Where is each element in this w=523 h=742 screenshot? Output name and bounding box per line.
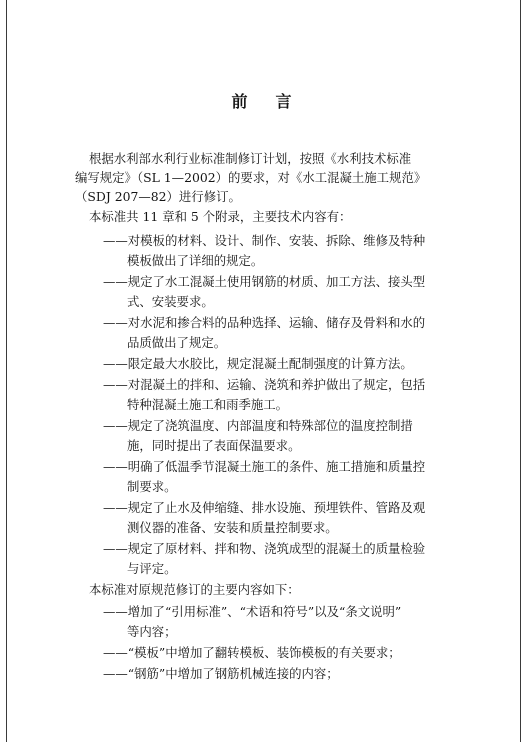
body-line: ——对模板的材料、设计、制作、安装、拆除、维修及特种 (103, 233, 426, 248)
page-title: 前言 (231, 92, 320, 111)
body-line: ——规定了浇筑温度、内部温度和特殊部位的温度控制措 (103, 418, 413, 433)
body-line: 模板做出了详细的规定。 (127, 253, 264, 268)
body-line: ——对水泥和掺合料的品种选择、运输、储存及骨料和水的 (103, 315, 426, 330)
body-line: 测仪器的准备、安装和质量控制要求。 (127, 520, 338, 535)
body-line: 编写规定》（SL 1—2002）的要求，对《水工混凝土施工规范》 (75, 170, 427, 185)
body-line: ——规定了止水及伸缩缝、排水设施、预埋铁件、管路及观 (103, 500, 426, 515)
body-line: ——明确了低温季节混凝土施工的条件、施工措施和质量控 (103, 459, 426, 474)
body-line: ——限定最大水胶比，规定混凝土配制强度的计算方法。 (103, 356, 413, 371)
body-line: 式、安装要求。 (127, 294, 214, 309)
body-line: 品质做出了规定。 (127, 335, 227, 350)
body-line: 施，同时提出了表面保温要求。 (127, 438, 301, 453)
body-line: ——增加了“引用标准”、“术语和符号”以及“条文说明” (103, 604, 402, 619)
body-line: （SDJ 207—82）进行修订。 (75, 189, 241, 204)
body-line: ——“模板”中增加了翻转模板、装饰模板的有关要求； (103, 645, 401, 660)
body-line: ——“钢筋”中增加了钢筋机械连接的内容； (103, 666, 339, 681)
body-line: 制要求。 (127, 479, 177, 494)
body-line: 等内容； (127, 624, 177, 639)
body-line: 与评定。 (127, 561, 177, 576)
body-line: 根据水利部水利行业标准制修订计划，按照《水利技术标准 (89, 151, 412, 166)
body-line: ——规定了原材料、拌和物、浇筑成型的混凝土的质量检验 (103, 541, 426, 556)
body-line: ——规定了水工混凝土使用钢筋的材质、加工方法、接头型 (103, 274, 426, 289)
body-line: ——对混凝土的拌和、运输、浇筑和养护做出了规定，包括 (103, 377, 426, 392)
body-line: 特种混凝土施工和雨季施工。 (127, 397, 289, 412)
body-line: 本标准共 11 章和 5 个附录，主要技术内容有： (89, 209, 352, 224)
body-line: 本标准对原规范修订的主要内容如下： (89, 582, 300, 597)
